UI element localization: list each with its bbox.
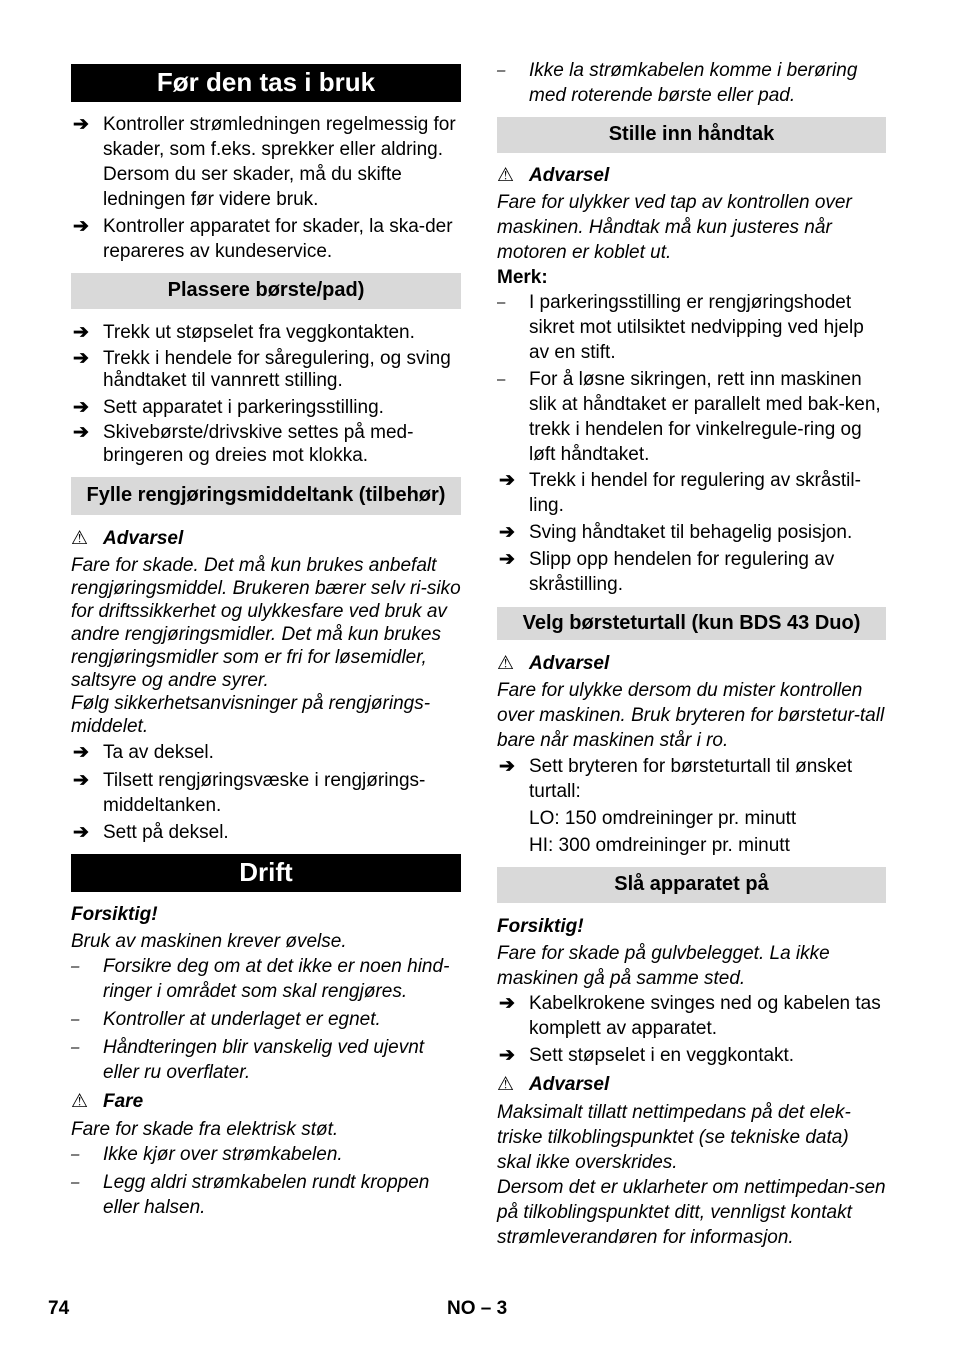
- warning-text: Følg sikkerhetsanvisninger på rengjørings-middelet.: [71, 693, 431, 737]
- warning-text: Dersom det er uklarheter om nettimpedan-sen på tilkoblingspunktet ditt, vennligst kontakt strømleverandøren for informasjon.: [497, 1177, 886, 1248]
- list-item: – Kontroller at underlaget er egnet.: [71, 1009, 381, 1030]
- list-item: – For å løsne sikringen, rett inn maskinen slik at håndtaket er parallelt med bak-ken, trekk i hendelen for vinkelregule-ring og løft håndtaket.: [497, 369, 881, 465]
- caution-text: Bruk av maskinen krever øvelse.: [71, 931, 347, 952]
- warning-text: Maksimalt tillatt nettimpedans på det elek-triske tilkoblingspunktet (se tekniske data) skal ikke overskrides.: [497, 1102, 851, 1173]
- warning-text: Fare for skade. Det må kun brukes anbefalt rengjøringsmiddel. Brukeren bærer selv ri-siko for driftssikkerhet og ulykkesfare ved bruk av andre rengjøringsmidler. Det må kun brukes rengjøringsmidler som er fri for løsemidler, saltsyre og andre syrer.: [71, 555, 461, 691]
- heading-place-brush: Plassere børste/pad): [71, 273, 461, 309]
- arrow-right-icon: ➔: [73, 348, 89, 369]
- caution-text: Fare for skade på gulvbelegget. La ikke maskinen gå på samme sted.: [497, 943, 830, 989]
- list-item: ➔ Sett på deksel.: [73, 822, 229, 843]
- left-column: [71, 58, 461, 1220]
- arrow-right-icon: ➔: [499, 549, 515, 570]
- speed-lo: LO: 150 omdreininger pr. minutt: [529, 808, 797, 829]
- arrow-right-icon: ➔: [73, 770, 89, 791]
- warning-triangle-icon: ⚠: [497, 1074, 515, 1095]
- arrow-right-icon: ➔: [499, 993, 515, 1014]
- warning-text: Fare for ulykker ved tap av kontrollen over maskinen. Håndtak må kun justeres når motoren er koblet ut.: [497, 192, 852, 263]
- caution-label: Forsiktig!: [71, 904, 158, 925]
- warning-label: ⚠ Advarsel: [497, 653, 610, 674]
- right-column: [497, 58, 886, 1250]
- list-item: ➔ Kontroller strømledningen regelmessig for skader, som f.eks. sprekker eller aldring. Dersom du ser skader, må du skifte ledningen før videre bruk.: [73, 114, 456, 210]
- list-item: ➔ Kontroller apparatet for skader, la ska-der repareres av kundeservice.: [73, 216, 453, 262]
- arrow-right-icon: ➔: [73, 822, 89, 843]
- heading-operation: Drift: [71, 854, 461, 892]
- danger-label: ⚠ Fare: [71, 1091, 144, 1112]
- warning-triangle-icon: ⚠: [71, 528, 89, 549]
- warning-label: ⚠ Advarsel: [497, 165, 610, 186]
- heading-switch-on: Slå apparatet på: [497, 867, 886, 903]
- speed-hi: HI: 300 omdreininger pr. minutt: [529, 835, 790, 856]
- list-item: – Forsikre deg om at det ikke er noen hind-ringer i området som skal rengjøres.: [71, 956, 450, 1002]
- list-item: ➔ Kabelkrokene svinges ned og kabelen tas komplett av apparatet.: [499, 993, 881, 1039]
- arrow-right-icon: ➔: [73, 742, 89, 763]
- note-label: Merk:: [497, 267, 548, 288]
- arrow-right-icon: ➔: [73, 216, 89, 237]
- heading-adjust-handle: Stille inn håndtak: [497, 117, 886, 153]
- list-item: ➔ Tilsett rengjøringsvæske i rengjørings-middeltanken.: [73, 770, 426, 816]
- list-item: – Ikke kjør over strømkabelen.: [71, 1144, 343, 1165]
- arrow-right-icon: ➔: [499, 470, 515, 491]
- warning-label: ⚠ Advarsel: [71, 528, 184, 549]
- list-item: – Håndteringen blir vanskelig ved ujevnt eller ru overflater.: [71, 1037, 425, 1083]
- warning-label: ⚠ Advarsel: [497, 1074, 610, 1095]
- arrow-right-icon: ➔: [499, 1045, 515, 1066]
- list-item: ➔ Ta av deksel.: [73, 742, 214, 763]
- list-item: ➔ Trekk i hendel for regulering av skråstil-ling.: [499, 470, 861, 516]
- arrow-right-icon: ➔: [73, 397, 89, 418]
- arrow-right-icon: ➔: [73, 422, 89, 443]
- caution-label: Forsiktig!: [497, 916, 584, 937]
- warning-triangle-icon: ⚠: [497, 165, 515, 186]
- list-item: – Legg aldri strømkabelen rundt kroppen eller halsen.: [71, 1172, 430, 1218]
- page-number: 74: [48, 1298, 70, 1319]
- danger-text: Fare for skade fra elektrisk støt.: [71, 1119, 339, 1140]
- list-item: – I parkeringsstilling er rengjøringshodet sikret mot utilsiktet nedvipping ved hjelp av en stift.: [497, 292, 864, 363]
- list-item: ➔ Sett apparatet i parkeringsstilling.: [73, 397, 384, 418]
- list-item: ➔ Sving håndtaket til behagelig posisjon.: [499, 522, 853, 543]
- list-item: ➔ Trekk ut støpselet fra veggkontakten.: [73, 322, 415, 343]
- heading-fill-tank: Fylle rengjøringsmiddeltank (tilbehør): [71, 477, 461, 515]
- heading-before-use: Før den tas i bruk: [71, 64, 461, 102]
- arrow-right-icon: ➔: [73, 322, 89, 343]
- arrow-right-icon: ➔: [499, 756, 515, 777]
- list-item: ➔ Skivebørste/drivskive settes på med-bringeren og dreies mot klokka.: [73, 422, 414, 466]
- list-item: ➔ Sett bryteren for børsteturtall til ønsket turtall:: [499, 756, 853, 802]
- arrow-right-icon: ➔: [73, 114, 89, 135]
- warning-text: Fare for ulykke dersom du mister kontrollen over maskinen. Bruk bryteren for børstetur-tall bare når maskinen står i ro.: [497, 680, 885, 751]
- list-item: ➔ Sett støpselet i en veggkontakt.: [499, 1045, 795, 1066]
- warning-triangle-icon: ⚠: [71, 1091, 89, 1112]
- warning-triangle-icon: ⚠: [497, 653, 515, 674]
- arrow-right-icon: ➔: [499, 522, 515, 543]
- list-item: ➔ Trekk i hendele for såregulering, og sving håndtaket til vannrett stilling.: [73, 348, 451, 391]
- section-label: NO – 3: [447, 1298, 508, 1319]
- list-item: – Ikke la strømkabelen komme i berøring med roterende børste eller pad.: [497, 60, 858, 106]
- heading-brush-speed: Velg børsteturtall (kun BDS 43 Duo): [497, 607, 886, 640]
- list-item: ➔ Slipp opp hendelen for regulering av skråstilling.: [499, 549, 835, 595]
